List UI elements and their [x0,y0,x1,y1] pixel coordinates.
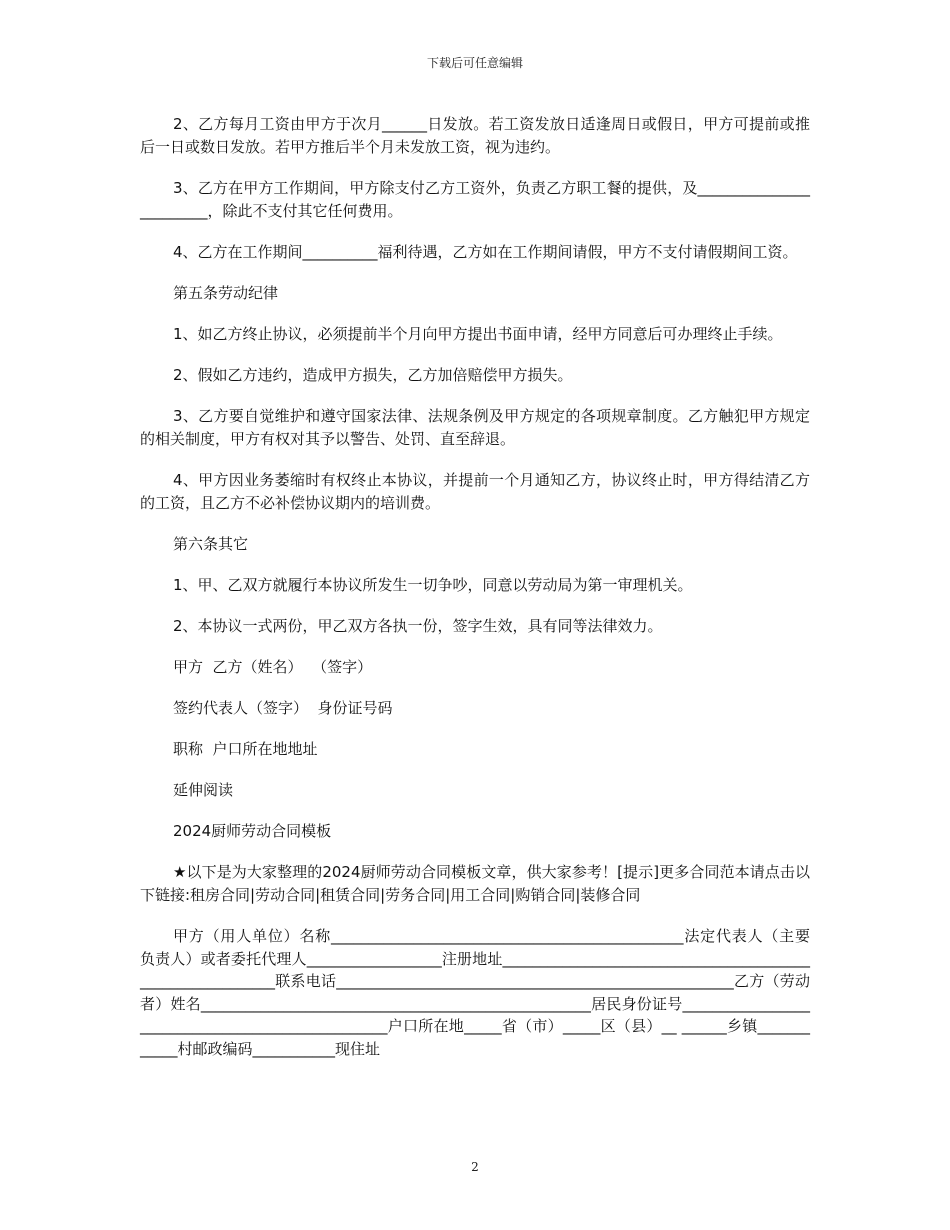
section-heading-discipline: 第五条劳动纪律 [173,284,279,302]
signature-line-parties: 甲方 乙方（姓名） （签字） [173,658,373,676]
paragraph-wage-payment: 2、乙方每月工资由甲方于次月______日发放。若工资发放日适逢周日或假日，甲方可提前或推后一日或数日发放。若甲方推后半个月未发放工资，视为违约。 [140,115,810,156]
template-title: 2024厨师劳动合同模板 [173,822,332,840]
section-heading-other: 第六条其它 [173,535,249,553]
extended-reading-label: 延伸阅读 [173,781,234,799]
page-header: 下载后可任意编辑 [426,56,523,70]
page-number: 2 [471,1160,479,1174]
signature-line-representative: 签约代表人（签字） 身份证号码 [173,699,393,717]
paragraph-employer-termination: 4、甲方因业务萎缩时有权终止本协议，并提前一个月通知乙方，协议终止时，甲方得结清乙方的工资，且乙方不必补偿协议期内的培训费。 [140,471,810,512]
document-body [140,113,810,1060]
paragraph-rules: 3、乙方要自觉维护和遵守国家法律、法规条例及甲方规定的各项规章制度。乙方触犯甲方规定的相关制度，甲方有权对其予以警告、处罚、直至辞退。 [140,407,810,448]
paragraph-meals: 3、乙方在甲方工作期间，甲方除支付乙方工资外，负责乙方职工餐的提供，及________________________，除此不支付其它任何费用。 [140,179,810,220]
paragraph-copies: 2、本协议一式两份，甲乙双方各执一份，签字生效，具有同等法律效力。 [173,617,663,635]
contract-form-fields: 甲方（用人单位）名称_______________________________________________法定代表人（主要负责人）或者委托代理人__________________注册地址___________________________________________________________联系电话_____________________________________________________乙方（劳动者）姓名____________________________________________________居民身份证号__________________________________________________户口所在地_____省（市）_____区（县）__ ______乡镇____________村邮政编码___________现住址 [140,927,810,1058]
paragraph-breach: 2、假如乙方违约，造成甲方损失，乙方加倍赔偿甲方损失。 [173,366,573,384]
paragraph-termination-notice: 1、如乙方终止协议，必须提前半个月向甲方提出书面申请，经甲方同意后可办理终止手续。 [173,325,783,343]
signature-line-title: 职称 户口所在地地址 [173,740,318,758]
paragraph-benefits: 4、乙方在工作期间__________福利待遇，乙方如在工作期间请假，甲方不支付请假期间工资。 [173,243,798,261]
paragraph-disputes: 1、甲、乙双方就履行本协议所发生一切争吵，同意以劳动局为第一审理机关。 [173,576,693,594]
intro-paragraph-links: ★以下是为大家整理的2024厨师劳动合同模板文章，供大家参考！[提示]更多合同范本请点击以下链接:租房合同|劳动合同|租赁合同|劳务合同|用工合同|购销合同|装修合同 [140,863,810,904]
